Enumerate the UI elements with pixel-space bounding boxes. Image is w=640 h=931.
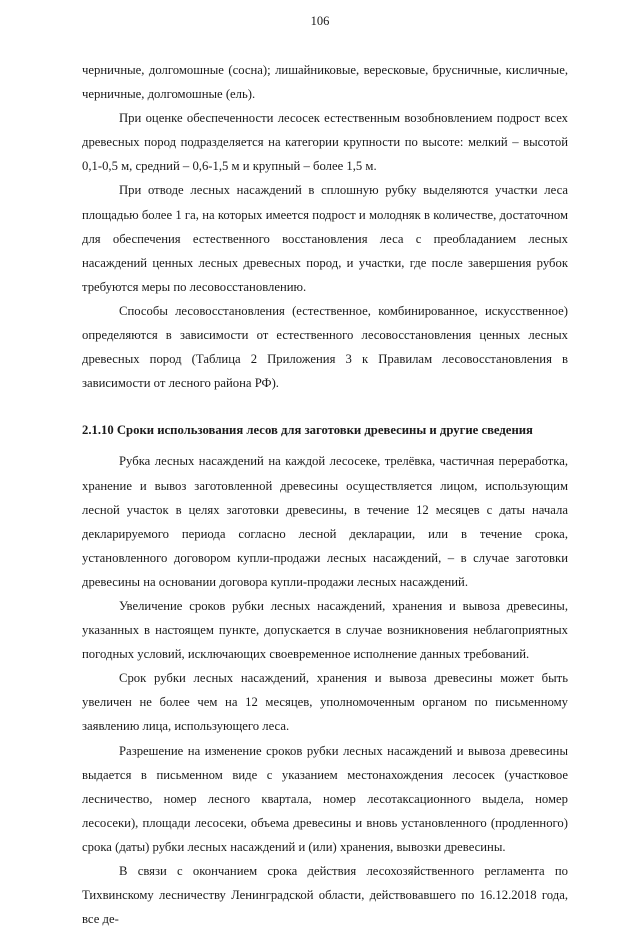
section-heading: 2.1.10 Сроки использования лесов для заготовки древесины и другие сведения xyxy=(82,423,533,438)
paragraph-clear-cutting: При отводе лесных насаждений в сплошную рубку выделяются участки леса площадью более 1 га, на которых имеется подрост и молодняк в количестве, достаточном для обеспечения естественного восстановления леса с преобладанием лесных насаждений ценных лесных древесных пород, и участки, где после завершения рубок требуются меры по лесовосстановлению. xyxy=(82,183,568,294)
paragraph-term-extension: Увеличение сроков рубки лесных насаждений, хранения и вывоза древесины, указанных в настоящем пункте, допускается в случае возникновения неблагоприятных погодных условий, исключающих своевременное исполнение данных требований. xyxy=(82,598,568,662)
document-body xyxy=(82,58,568,931)
paragraph-felling-terms: Рубка лесных насаждений на каждой лесосеке, трелёвка, частичная переработка, хранение и вывоз заготовленной древесины осуществляется лицом, использующим лесной участок в целях заготовки древесины, в течение 12 месяцев с даты начала декларируемого периода согласно лесной декларации, или в течение срока, установленного договором купли-продажи лесных насаждений, – в случае заготовки древесины на основании договора купли-продажи лесных насаждений. xyxy=(82,454,568,589)
paragraph-continued: черничные, долгомошные (сосна); лишайниковые, вересковые, брусничные, кисличные, черничные, долгомошные (ель). xyxy=(82,63,568,102)
paragraph-undergrowth-categories: При оценке обеспеченности лесосек естественным возобновлением подрост всех древесных пород подразделяется на категории крупности по высоте: мелкий – высотой 0,1-0,5 м, средний – 0,6-1,5 м и крупный – более 1,5 м. xyxy=(82,111,568,174)
paragraph-regulation-expiry: В связи с окончанием срока действия лесохозяйственного регламента по Тихвинскому лесничеству Ленинградской области, действовавшего по 16.12.2018 года, все де- xyxy=(82,864,568,927)
paragraph-extension-limit: Срок рубки лесных насаждений, хранения и вывоза древесины может быть увеличен не более чем на 12 месяцев, уполномоченным органом по письменному заявлению лица, использующего леса. xyxy=(82,671,568,734)
paragraph-reforestation-methods: Способы лесовосстановления (естественное, комбинированное, искусственное) определяются в зависимости от естественного лесовосстановления ценных лесных древесных пород (Таблица 2 Приложения 3 к Правилам лесовосстановления в зависимости от лесного района РФ). xyxy=(82,303,568,391)
paragraph-permission: Разрешение на изменение сроков рубки лесных насаждений и вывоза древесины выдается в письменном виде с указанием местонахождения лесосек (участковое лесничество, номер лесного квартала, номер лесотаксационного выдела, номер лесосеки), площади лесосеки, объема древесины и вновь установленного (продленного) срока (даты) рубки лесных насаждений и (или) хранения, вывозки древесины. xyxy=(82,743,568,854)
page-number: 106 xyxy=(310,14,330,28)
